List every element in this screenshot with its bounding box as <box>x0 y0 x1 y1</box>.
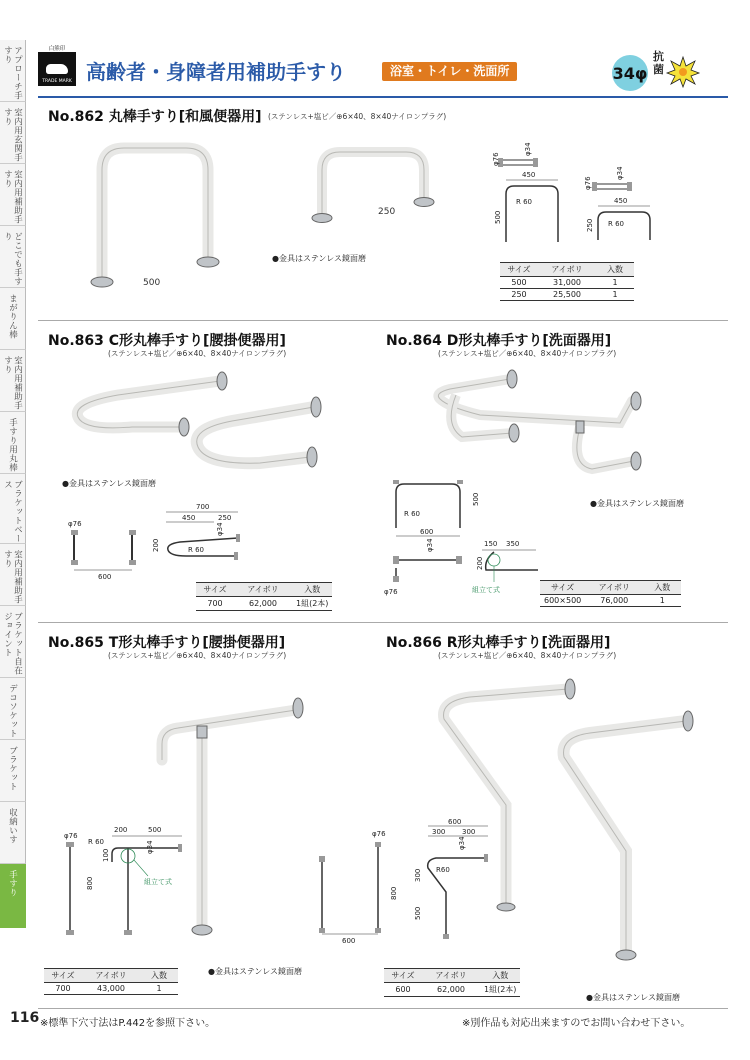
product-number: No.864 <box>386 333 442 349</box>
table-cell: 500 <box>500 277 538 289</box>
table-header: 入数 <box>292 583 332 597</box>
table-cell: 1 <box>596 277 634 289</box>
dim-label: 500 <box>414 906 422 920</box>
table-cell: 1組(2本) <box>480 983 520 997</box>
sidebar-tab[interactable] <box>0 288 26 350</box>
table-cell: 43,000 <box>82 983 140 995</box>
dim-label: φ76 <box>64 832 78 840</box>
diagram-864 <box>382 476 542 596</box>
sidebar-tab-label: ブラケットベース <box>2 480 23 543</box>
sidebar-tab-label: デコソケット <box>7 684 18 738</box>
table-row <box>384 983 520 997</box>
dim-label: φ34 <box>146 840 154 854</box>
product-name: T形丸棒手すり[腰掛便器用] <box>108 635 286 651</box>
product-title-865 <box>48 632 285 652</box>
sidebar-tab-label: まがりん棒 <box>7 294 18 339</box>
table-cell: 250 <box>500 289 538 301</box>
section-rule <box>38 320 728 321</box>
table-header: アイボリ <box>585 581 643 595</box>
product-title-863 <box>48 330 286 350</box>
product-number: No.863 <box>48 333 104 349</box>
dim-label: 300 <box>432 828 446 836</box>
table-row <box>196 597 332 611</box>
table-cell: 600×500 <box>540 595 585 607</box>
page-title: 高齢者・身障者用補助手すり <box>86 60 346 84</box>
sidebar-tab-label: 室内用補助手すり <box>2 356 23 410</box>
product-name: R形丸棒手すり[洗面器用] <box>446 635 611 651</box>
product-name: D形丸棒手すり[洗面器用] <box>446 333 612 349</box>
bear-icon <box>46 64 68 74</box>
sidebar-tab[interactable] <box>0 802 26 864</box>
page-header <box>38 46 598 90</box>
product-spec-866: (ステンレス+塩ビ／⊕6×40、8×40ナイロンプラグ) <box>438 651 617 660</box>
dim-label: R 60 <box>88 838 104 846</box>
sidebar-tab[interactable] <box>0 102 26 164</box>
sidebar-tab[interactable] <box>0 740 26 802</box>
table-cell: 700 <box>44 983 82 995</box>
table-header: サイズ <box>384 969 422 983</box>
table-row <box>540 595 681 607</box>
assembly-label: 組立て式 <box>472 586 500 594</box>
dim-label: 700 <box>196 503 210 511</box>
sidebar-tab[interactable] <box>0 350 26 412</box>
dim-label: 450 <box>614 197 628 205</box>
table-cell: 600 <box>384 983 422 997</box>
dim-label: φ76 <box>492 152 500 166</box>
dim-label: 600 <box>420 528 434 536</box>
product-title-862 <box>48 106 262 126</box>
assembly-label: 組立て式 <box>144 878 172 886</box>
product-spec-863: (ステンレス+塩ビ／⊕6×40、8×40ナイロンプラグ) <box>108 349 287 358</box>
size-label-500: 500 <box>143 278 161 288</box>
table-header: 入数 <box>596 263 634 277</box>
table-cell: 31,000 <box>538 277 596 289</box>
footer-note-left: ※標準下穴寸法はP.442を参照下さい。 <box>40 1018 216 1029</box>
table-header: サイズ <box>540 581 585 595</box>
burst-icon <box>666 56 700 88</box>
product-photo-863 <box>60 365 330 485</box>
price-table-866 <box>384 968 520 997</box>
table-cell: 76,000 <box>585 595 643 607</box>
diagram-866-side <box>406 816 498 940</box>
product-name: C形丸棒手すり[腰掛便器用] <box>108 333 286 349</box>
table-header: サイズ <box>196 583 234 597</box>
category-badge: 浴室・トイレ・洗面所 <box>382 62 517 81</box>
product-number: No.866 <box>386 635 442 651</box>
table-header: サイズ <box>500 263 538 277</box>
table-header: アイボリ <box>234 583 292 597</box>
dim-label: 450 <box>182 514 196 522</box>
product-photo-864 <box>420 365 660 485</box>
sidebar-tab-label: 手すり <box>7 870 18 897</box>
table-header: サイズ <box>44 969 82 983</box>
price-table-862 <box>500 262 634 301</box>
sidebar-tab-label: どこでも手すり <box>2 232 23 286</box>
table-header: 入数 <box>480 969 520 983</box>
product-title-866 <box>386 632 610 652</box>
table-cell: 1組(2本) <box>292 597 332 611</box>
product-spec-865: (ステンレス+塩ビ／⊕6×40、8×40ナイロンプラグ) <box>108 651 287 660</box>
dim-label: 250 <box>586 218 594 232</box>
sidebar-tab[interactable] <box>0 226 26 288</box>
note-863: ●金具はステンレス鏡面磨 <box>62 479 156 488</box>
footer-note-right: ※別作品も対応出来ますのでお問い合わせ下さい。 <box>462 1018 691 1029</box>
product-name: 丸棒手すり[和風便器用] <box>108 109 262 125</box>
dim-label: φ76 <box>384 588 398 596</box>
dim-label: 800 <box>86 876 94 890</box>
dim-label: 600 <box>98 573 112 581</box>
table-row <box>44 983 178 995</box>
dim-label: 600 <box>342 937 356 945</box>
antibacterial-label: 抗菌 <box>653 50 664 76</box>
sidebar-tab-label: 収納いす <box>7 808 18 844</box>
sidebar-tab-label: アプローチ手すり <box>2 46 23 100</box>
dim-label: 500 <box>494 210 502 224</box>
sidebar-tab-label: ブラケット自在ジョイント <box>2 612 23 675</box>
logo-trademark: TRADE MARK <box>42 79 72 84</box>
note-862: ●金具はステンレス鏡面磨 <box>272 254 366 263</box>
diagram-862 <box>484 142 664 252</box>
price-table-864 <box>540 580 681 607</box>
dim-label: 350 <box>506 540 520 548</box>
dim-label: 200 <box>476 556 484 570</box>
table-cell: 1 <box>140 983 178 995</box>
table-cell: 62,000 <box>422 983 480 997</box>
dim-label: 300 <box>462 828 476 836</box>
product-photo-862 <box>80 140 460 300</box>
diagram-866-front <box>316 816 396 946</box>
dim-label: φ34 <box>458 836 466 850</box>
table-row <box>500 277 634 289</box>
table-header: アイボリ <box>82 969 140 983</box>
table-cell: 1 <box>596 289 634 301</box>
sidebar-tab[interactable] <box>0 40 26 102</box>
dim-label: 150 <box>484 540 498 548</box>
product-spec-862: (ステンレス+塩ビ／⊕6×40、8×40ナイロンプラグ) <box>268 112 447 121</box>
sidebar-tab-label: 室内用補助手すり <box>2 170 23 224</box>
note-865: ●金具はステンレス鏡面磨 <box>208 967 302 976</box>
brand-logo <box>38 46 76 86</box>
diameter-badge: 34φ <box>612 55 648 91</box>
table-header: アイボリ <box>538 263 596 277</box>
table-cell: 700 <box>196 597 234 611</box>
sidebar-tab-label: 手すり用丸棒 <box>7 418 18 472</box>
sidebar-tab[interactable] <box>0 606 26 678</box>
dim-label: 500 <box>472 492 480 506</box>
section-rule <box>38 622 728 623</box>
dim-label: R 60 <box>404 510 420 518</box>
dim-label: R 60 <box>608 220 624 228</box>
dim-label: φ34 <box>216 522 224 536</box>
note-866: ●金具はステンレス鏡面磨 <box>586 993 680 1002</box>
table-row <box>500 289 634 301</box>
sidebar-tab[interactable] <box>0 412 26 474</box>
sidebar-tab[interactable] <box>0 544 26 606</box>
dim-label: R 60 <box>188 546 204 554</box>
table-cell: 62,000 <box>234 597 292 611</box>
note-864: ●金具はステンレス鏡面磨 <box>590 499 684 508</box>
product-number: No.865 <box>48 635 104 651</box>
product-title-864 <box>386 330 611 350</box>
dim-label: 250 <box>218 514 232 522</box>
dim-label: 600 <box>448 818 462 826</box>
header-rule <box>38 96 728 98</box>
dim-label: 500 <box>148 826 162 834</box>
dim-label: φ34 <box>524 142 532 156</box>
dim-label: R 60 <box>516 198 532 206</box>
diagram-865 <box>56 820 206 944</box>
product-spec-864: (ステンレス+塩ビ／⊕6×40、8×40ナイロンプラグ) <box>438 349 617 358</box>
table-cell: 25,500 <box>538 289 596 301</box>
dim-label: 800 <box>390 886 398 900</box>
size-label-250: 250 <box>378 207 396 217</box>
sidebar-tab[interactable] <box>0 164 26 226</box>
table-header: アイボリ <box>422 969 480 983</box>
dim-label: φ34 <box>616 166 624 180</box>
sidebar-tab-label: ブラケット <box>7 746 18 791</box>
sidebar-tab[interactable] <box>0 474 26 544</box>
footer-rule <box>38 1008 728 1009</box>
side-index <box>0 40 28 1000</box>
sidebar-tab[interactable] <box>0 678 26 740</box>
dim-label: φ76 <box>584 176 592 190</box>
dim-label: 450 <box>522 171 536 179</box>
page-number: 116 <box>10 1010 40 1026</box>
diagram-863 <box>62 500 252 580</box>
dim-label: 200 <box>152 538 160 552</box>
sidebar-tab[interactable] <box>0 864 26 928</box>
dim-label: 100 <box>102 848 110 862</box>
sidebar-tab-label: 室内用補助手すり <box>2 550 23 604</box>
dim-label: R60 <box>436 866 450 874</box>
price-table-863 <box>196 582 332 611</box>
dim-label: 300 <box>414 868 422 882</box>
logo-text: 白熊印 <box>48 46 66 52</box>
table-header: 入数 <box>643 581 681 595</box>
dim-label: 200 <box>114 826 128 834</box>
dim-label: φ76 <box>372 830 386 838</box>
sidebar-tab-label: 室内用玄関手すり <box>2 108 23 162</box>
price-table-865 <box>44 968 178 995</box>
product-number: No.862 <box>48 109 104 125</box>
dim-label: φ76 <box>68 520 82 528</box>
table-cell: 1 <box>643 595 681 607</box>
table-header: 入数 <box>140 969 178 983</box>
dim-label: φ34 <box>426 538 434 552</box>
